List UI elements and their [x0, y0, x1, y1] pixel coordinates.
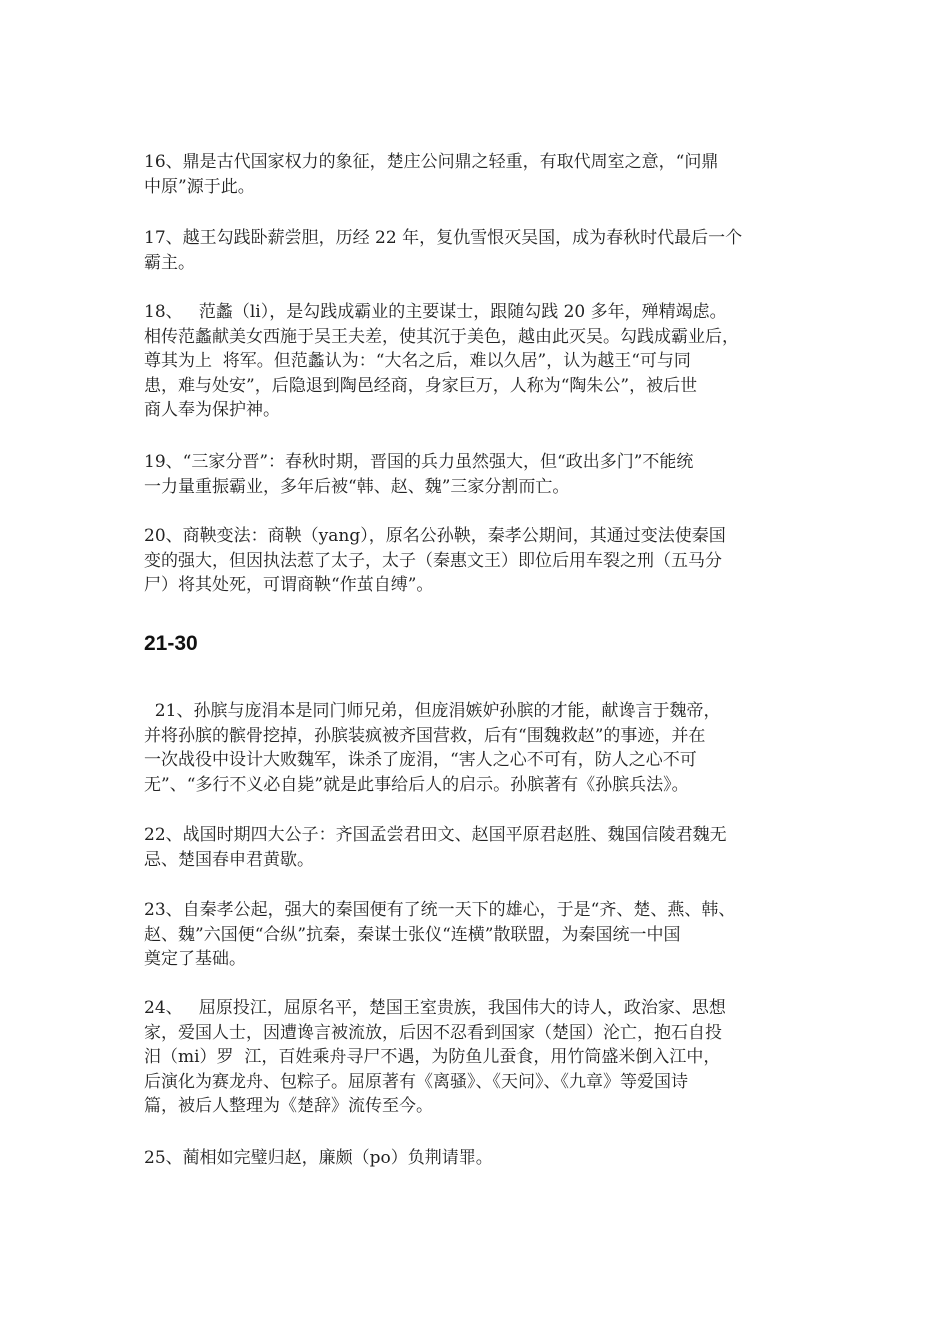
paragraph-18	[144, 300, 810, 423]
text-line: 中原”源于此。	[144, 176, 255, 197]
text-line: 后演化为赛龙舟、包粽子。屈原著有《离骚》、《天问》、《九章》等爱国诗	[144, 1071, 688, 1092]
text-line: 20、商鞅变法：商鞅（yang），原名公孙鞅，秦孝公期间，其通过变法使秦国	[144, 526, 726, 546]
paragraph-17	[144, 226, 810, 275]
paragraph-21	[144, 699, 810, 797]
paragraph-20	[144, 524, 810, 598]
paragraph-19	[144, 450, 810, 499]
text-line: 尸）将其处死，可谓商鞅“作茧自缚”。	[144, 575, 434, 596]
text-line: 17、越王勾践卧薪尝胆，历经 22 年，复仇雪恨灭吴国，成为春秋时代最后一个	[144, 228, 743, 248]
paragraph-25	[144, 1146, 810, 1171]
paragraph-16	[144, 150, 810, 199]
text-line: 18、 范蠡（li），是勾践成霸业的主要谋士，跟随勾践 20 多年，殚精竭虑。	[144, 302, 727, 322]
text-line: 变的强大，但因执法惹了太子，太子（秦惠文王）即位后用车裂之刑（五马分	[144, 550, 722, 571]
section-heading: 21-30	[144, 632, 198, 655]
text-line: 一次战役中设计大败魏军，诛杀了庞涓，“害人之心不可有，防人之心不可	[144, 750, 697, 771]
text-line: 24、 屈原投江，屈原名平，楚国王室贵族，我国伟大的诗人，政治家、思想	[144, 998, 726, 1018]
text-line: 忌、楚国春申君黄歇。	[144, 849, 314, 870]
paragraph-23	[144, 898, 810, 972]
text-line: 并将孙膑的髌骨挖掉，孙膑装疯被齐国营救，后有“围魏救赵”的事迹，并在	[144, 725, 706, 746]
text-line: 汨（mi）罗 江，百姓乘舟寻尸不遇，为防鱼儿蚕食，用竹筒盛米倒入江中，	[144, 1047, 721, 1068]
text-line: 商人奉为保护神。	[144, 400, 280, 421]
text-line: 一力量重振霸业，多年后被“韩、赵、魏”三家分割而亡。	[144, 476, 570, 497]
text-line: 尊其为上 将军。但范蠡认为：“大名之后，难以久居”，认为越王“可与同	[144, 351, 691, 372]
text-line: 相传范蠡献美女西施于吴王夫差，使其沉于美色，越由此灭吴。勾践成霸业后，	[144, 326, 739, 347]
text-line: 奠定了基础。	[144, 949, 246, 970]
text-line: 19、“三家分晋”：春秋时期，晋国的兵力虽然强大，但“政出多门”不能统	[144, 452, 694, 472]
text-line: 25、蔺相如完璧归赵，廉颇（po）负荆请罪。	[144, 1148, 493, 1168]
text-line: 无”、“多行不义必自毙”就是此事给后人的启示。孙膑著有《孙膑兵法》。	[144, 774, 689, 795]
paragraph-24	[144, 996, 810, 1119]
text-line: 患，难与处安”，后隐退到陶邑经商，身家巨万，人称为“陶朱公”，被后世	[144, 375, 698, 396]
text-line: 23、自秦孝公起，强大的秦国便有了统一天下的雄心，于是“齐、楚、燕、韩、	[144, 900, 736, 920]
text-line: 16、鼎是古代国家权力的象征，楚庄公问鼎之轻重，有取代周室之意，“问鼎	[144, 152, 719, 172]
text-line: 22、战国时期四大公子：齐国孟尝君田文、赵国平原君赵胜、魏国信陵君魏无	[144, 825, 727, 845]
text-line: 家，爱国人士，因遭谗言被流放，后因不忍看到国家（楚国）沦亡，抱石自投	[144, 1022, 722, 1043]
text-line: 21、孙膑与庞涓本是同门师兄弟，但庞涓嫉妒孙膑的才能，献谗言于魏帝，	[144, 701, 721, 721]
text-line: 霸主。	[144, 252, 195, 273]
paragraph-22	[144, 823, 810, 872]
text-line: 篇，被后人整理为《楚辞》流传至今。	[144, 1096, 433, 1117]
text-line: 赵、魏”六国便“合纵”抗秦，秦谋士张仪“连横”散联盟，为秦国统一中国	[144, 924, 681, 945]
